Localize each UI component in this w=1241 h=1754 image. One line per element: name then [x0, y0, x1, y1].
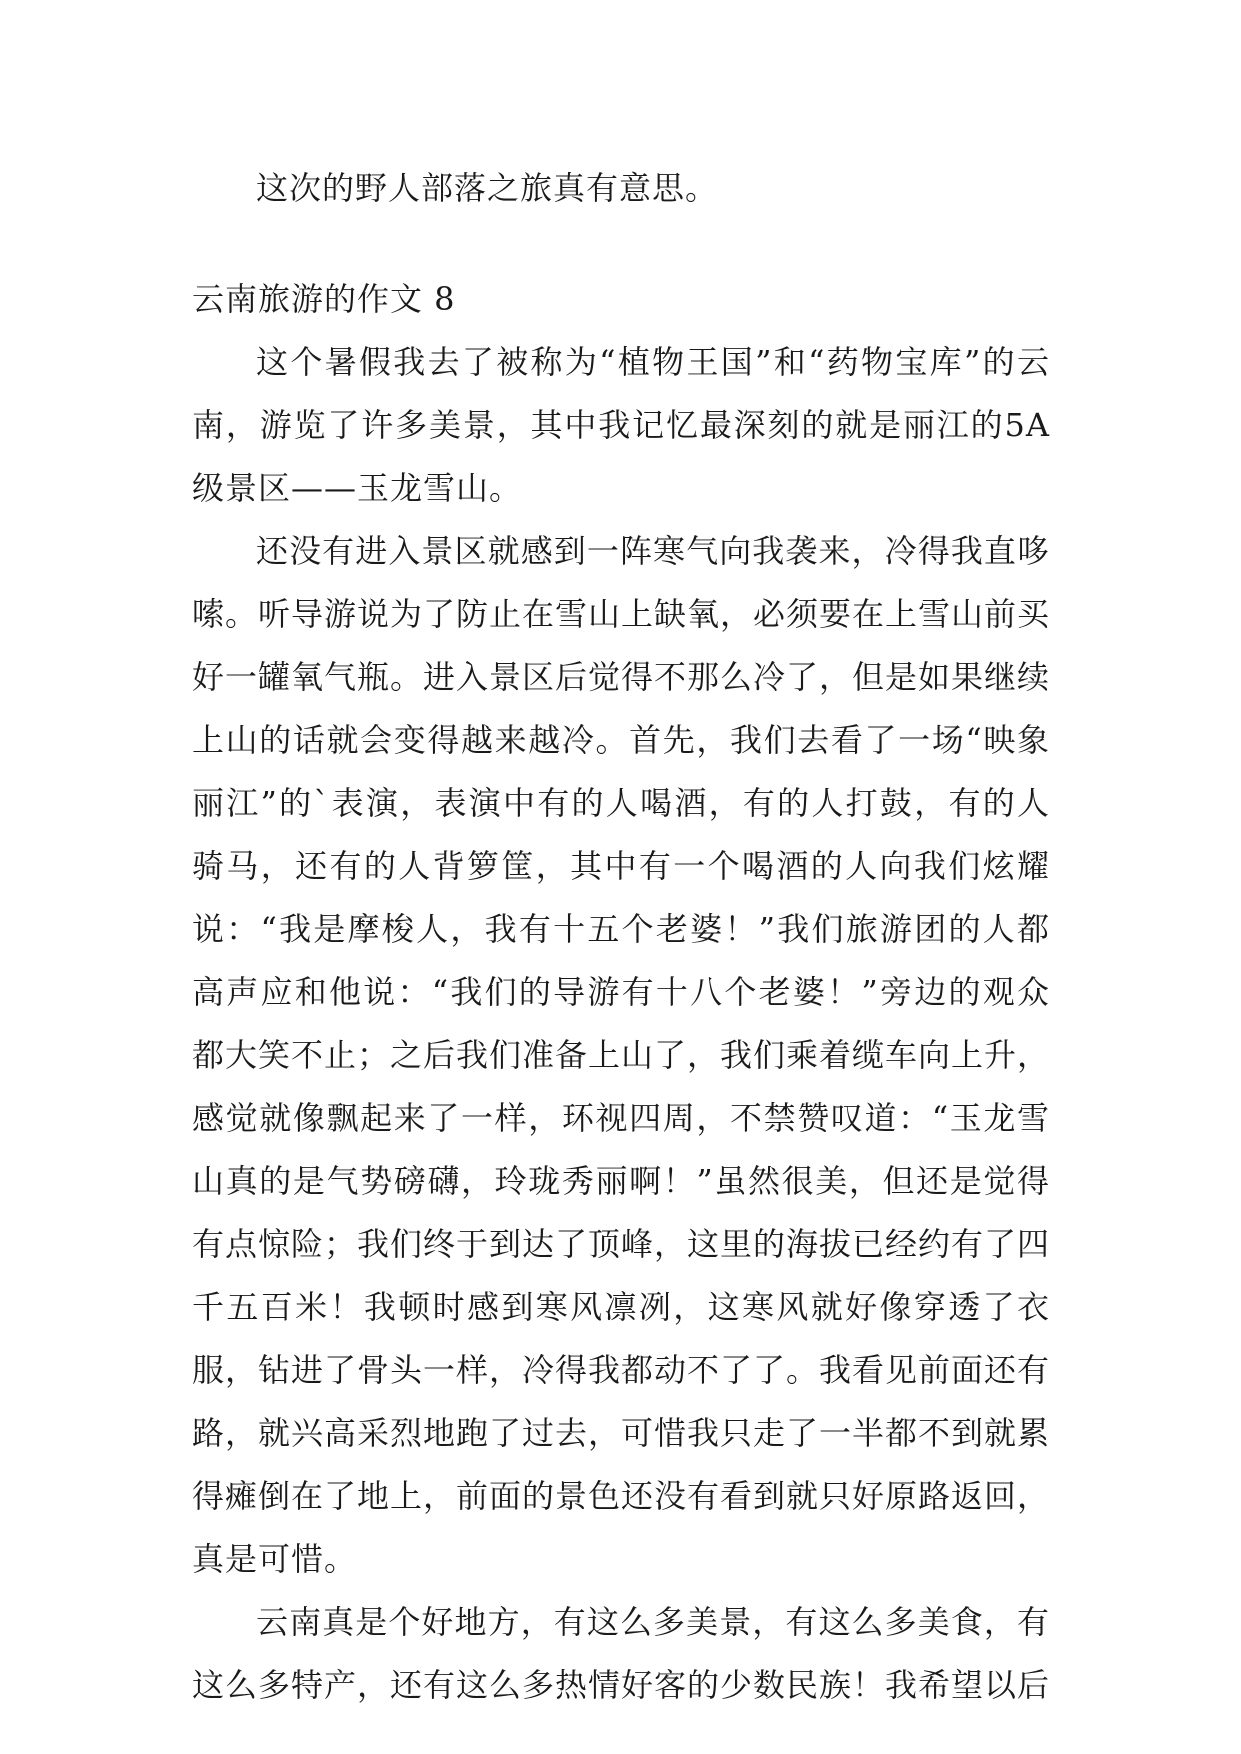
body-paragraph: 还没有进入景区就感到一阵寒气向我袭来，冷得我直哆嗦。听导游说为了防止在雪山上缺氧，必须要在上雪山前买好一罐氧气瓶。进入景区后觉得不那么冷了，但是如果继续上山的话就会变得越来越冷。首先，我们去看了一场“映象丽江”的`表演，表演中有的人喝酒，有的人打鼓，有的人骑马，还有的人背箩筐，其中有一个喝酒的人向我们炫耀说：“我是摩梭人，我有十五个老婆！”我们旅游团的人都高声应和他说：“我们的导游有十八个老婆！”旁边的观众都大笑不止；之后我们准备上山了，我们乘着缆车向上升，感觉就像飘起来了一样，环视四周，不禁赞叹道：“玉龙雪山真的是气势磅礴，玲珑秀丽啊！”虽然很美，但还是觉得有点惊险；我们终于到达了顶峰，这里的海拔已经约有了四千五百米！我顿时感到寒风凛冽，这寒风就好像穿透了衣服，钻进了骨头一样，冷得我都动不了了。我看见前面还有路，就兴高采烈地跑了过去，可惜我只走了一半都不到就累得瘫倒在了地上，前面的景色还没有看到就只好原路返回，真是可惜。: [192, 532, 1051, 1578]
section-title: 云南旅游的作文 8: [192, 280, 456, 318]
document-body: [192, 157, 1050, 1717]
body-paragraph: 这个暑假我去了被称为“植物王国”和“药物宝库”的云南，游览了许多美景，其中我记忆最深刻的就是丽江的5A级景区——玉龙雪山。: [192, 343, 1050, 507]
body-paragraph: 云南真是个好地方，有这么多美景，有这么多美食，有这么多特产，还有这么多热情好客的少数民族！我希望以后: [192, 1603, 1051, 1704]
intro-paragraph: 这次的野人部落之旅真有意思。: [256, 169, 719, 207]
